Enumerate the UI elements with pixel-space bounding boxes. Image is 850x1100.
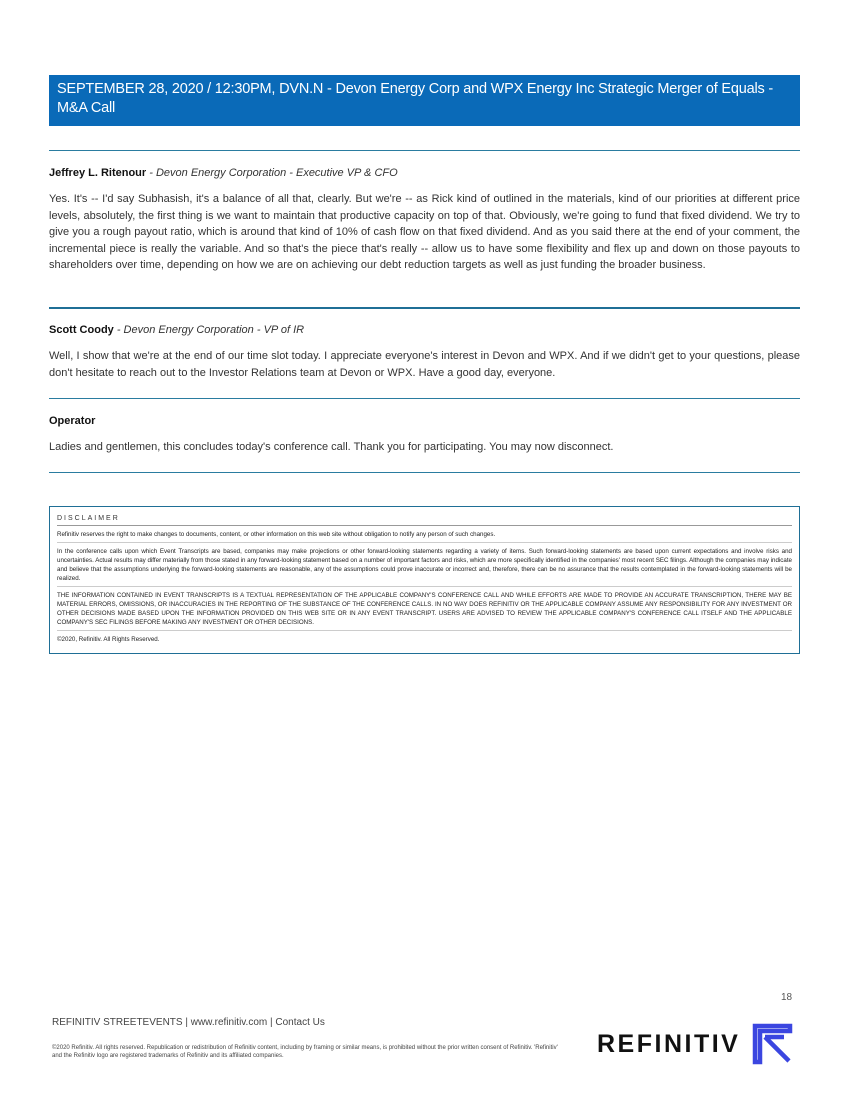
- speaker-line: [49, 414, 800, 428]
- disclaimer-copyright: ©2020, Refinitiv. All Rights Reserved.: [57, 636, 160, 643]
- disclaimer-paragraph: In the conference calls upon which Event Transcripts are based, companies may make projections or other forward-looking statements regarding a variety of items. Such forward-looking statements are based upon current expectations and involve risks and uncertainties. Actual results may differ materially from those stated in any forward-looking statement based on a number of important factors and risks, which are more specifically identified in the companies' most recent SEC filings. Although the companies may indicate and believe that the assumptions underlying the forward-looking statements are reasonable, any of the assumptions could prove inaccurate or incorrect and, therefore, there can be no assurance that the results contemplated in the forward-looking statements will be realized.: [57, 547, 792, 587]
- divider: [49, 398, 800, 399]
- footer-brand-line: REFINITIV STREETEVENTS |: [52, 1017, 191, 1028]
- transcript-entry: [49, 414, 800, 456]
- speaker-name: Jeffrey L. Ritenour: [49, 167, 147, 179]
- page-number: 18: [781, 992, 793, 1003]
- contact-us-link[interactable]: Contact Us: [275, 1017, 325, 1028]
- transcript-title: SEPTEMBER 28, 2020 / 12:30PM, DVN.N - Devon Energy Corp and WPX Energy Inc Strategic Merger of Equals - M&A Call: [57, 81, 773, 116]
- transcript-entry: [49, 166, 800, 274]
- divider: [49, 472, 800, 473]
- speaker-line: [49, 166, 800, 180]
- speaker-text: Ladies and gentlemen, this concludes today's conference call. Thank you for participating. You may now disconnect.: [49, 441, 614, 453]
- speaker-role: - Devon Energy Corporation - Executive VP & CFO: [146, 167, 398, 179]
- refinitiv-logo-text: REFINITIV: [597, 1030, 741, 1058]
- refinitiv-logo-icon: [751, 1023, 793, 1065]
- speaker-name: Scott Coody: [49, 324, 114, 336]
- transcript-header: [49, 75, 800, 126]
- speaker-text: Well, I show that we're at the end of our time slot today. I appreciate everyone's interest in Devon and WPX. And if we didn't get to your questions, please don't hesitate to reach out to the Investor Relations team at Devon or WPX. Have a good day, everyone.: [49, 350, 800, 379]
- disclaimer-box: [49, 506, 800, 654]
- disclaimer-paragraph: Refinitiv reserves the right to make changes to documents, content, or other information on this web site without obligation to notify any person of such changes.: [57, 530, 792, 543]
- divider: [49, 150, 800, 151]
- speaker-name: Operator: [49, 415, 96, 427]
- speaker-line: [49, 323, 800, 337]
- disclaimer-paragraph: THE INFORMATION CONTAINED IN EVENT TRANSCRIPTS IS A TEXTUAL REPRESENTATION OF THE APPLICABLE COMPANY'S CONFERENCE CALL AND WHILE EFFORTS ARE MADE TO PROVIDE AN ACCURATE TRANSCRIPTION, THERE MAY BE MATERIAL ERRORS, OMISSIONS, OR INACCURACIES IN THE REPORTING OF THE SUBSTANCE OF THE CONFERENCE CALLS. IN NO WAY DOES REFINITIV OR THE APPLICABLE COMPANY ASSUME ANY RESPONSIBILITY FOR ANY INVESTMENT OR OTHER DECISIONS MADE BASED UPON THE INFORMATION PROVIDED ON THIS WEB SITE OR IN ANY EVENT TRANSCRIPT. USERS ARE ADVISED TO REVIEW THE APPLICABLE COMPANY'S CONFERENCE CALL ITSELF AND THE APPLICABLE COMPANY'S SEC FILINGS BEFORE MAKING ANY INVESTMENT OR OTHER DECISIONS.: [57, 591, 792, 631]
- speaker-text: Yes. It's -- I'd say Subhasish, it's a balance of all that, clearly. But we're -- as Rick kind of outlined in the materials, kind of our priorities at different price levels, absolutely, the first thing is we want to maintain that productive capacity on top of that. Obviously, we're going to fund that fixed dividend. We try to give you a rough payout ratio, which is around that kind of 10% of cash flow on that fixed dividend. And as you said there at the end of your comment, the incremental piece is really the variable. And so that's the piece that's really -- allow us to have some flexibility and flex up and down on those payouts to shareholders over time, depending on how we are on achieving our debt reduction targets as well as just funding the broader business.: [49, 193, 800, 271]
- disclaimer-title: DISCLAIMER: [57, 515, 792, 526]
- footer-legal: ©2020 Refinitiv. All rights reserved. Republication or redistribution of Refinitiv content, including by framing or similar means, is prohibited without the prior written consent of Refinitiv. 'Refinitiv' and the Refinitiv logo are registered trademarks of Refinitiv and its affiliated companies.: [52, 1045, 558, 1059]
- divider: [49, 307, 800, 309]
- footer-separator: |: [267, 1017, 276, 1028]
- transcript-entry: [49, 323, 800, 381]
- footer-links: [52, 1017, 325, 1028]
- website-link[interactable]: www.refinitiv.com: [190, 1017, 268, 1028]
- speaker-role: - Devon Energy Corporation - VP of IR: [113, 324, 305, 336]
